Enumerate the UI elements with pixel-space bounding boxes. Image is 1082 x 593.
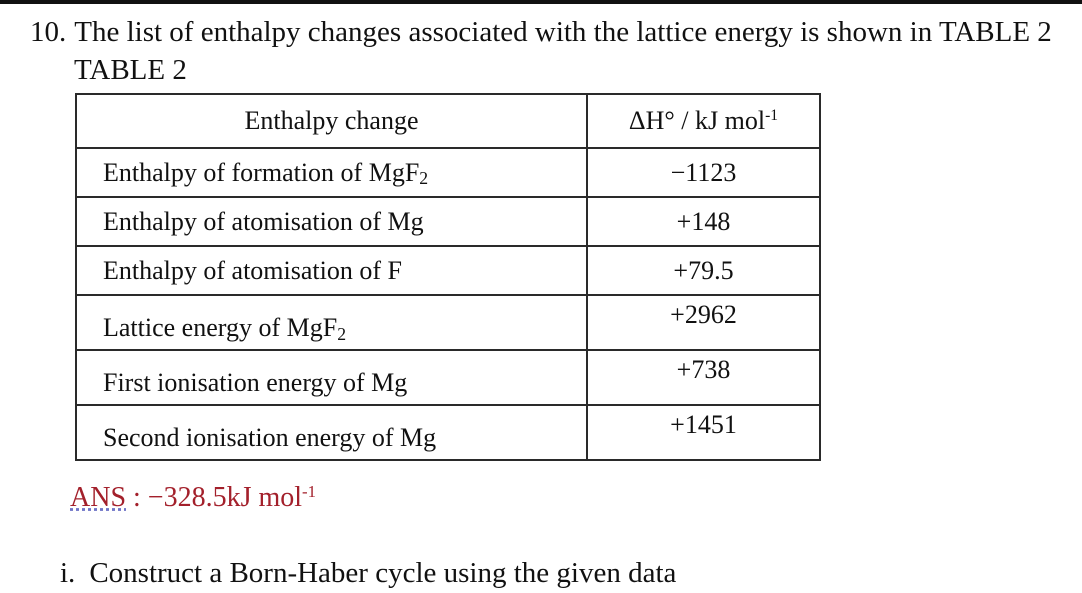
top-border-rule xyxy=(0,0,1082,4)
question-heading xyxy=(30,14,1052,50)
sub-question-number: i. xyxy=(60,557,76,589)
header-enthalpy-change: Enthalpy change xyxy=(76,94,587,148)
row-name-cell xyxy=(76,148,587,197)
question-text: The list of enthalpy changes associated with the lattice energy is shown in TABLE 2 xyxy=(74,16,1052,48)
table-row xyxy=(76,246,820,295)
row-name-cell xyxy=(76,405,587,460)
row-name-subscript: 2 xyxy=(419,168,429,189)
table-row xyxy=(76,350,820,405)
row-value: −1123 xyxy=(587,148,820,197)
enthalpy-table xyxy=(75,93,821,461)
answer-label: ANS xyxy=(70,482,127,513)
answer-sup: -1 xyxy=(302,481,317,501)
question-number: 10. xyxy=(30,16,67,48)
header-delta-h xyxy=(587,94,820,148)
answer-line xyxy=(70,482,316,514)
row-name: Enthalpy of formation of MgF xyxy=(103,157,420,187)
table-header-row xyxy=(76,94,820,148)
row-name: Lattice energy of MgF xyxy=(103,313,338,342)
header-delta-h-sup: -1 xyxy=(765,107,779,125)
row-name-cell xyxy=(76,197,587,246)
row-name: Second ionisation energy of Mg xyxy=(103,423,437,452)
row-name-cell xyxy=(76,246,587,295)
row-name: Enthalpy of atomisation of Mg xyxy=(103,206,424,236)
table-row xyxy=(76,197,820,246)
row-value: +148 xyxy=(587,197,820,246)
row-name: Enthalpy of atomisation of F xyxy=(103,255,402,285)
row-name-subscript: 2 xyxy=(337,323,347,344)
row-value: +738 xyxy=(587,350,820,405)
sub-question-text: Construct a Born-Haber cycle using the given data xyxy=(89,557,677,589)
row-name-cell xyxy=(76,350,587,405)
row-value: +1451 xyxy=(587,405,820,460)
header-delta-h-text: ΔH° / kJ mol xyxy=(628,106,766,135)
answer-separator: : xyxy=(126,482,148,513)
table-row xyxy=(76,405,820,460)
answer-value: −328.5kJ mol xyxy=(147,482,303,513)
table-row xyxy=(76,148,820,197)
sub-question xyxy=(60,557,676,590)
row-value: +2962 xyxy=(587,295,820,350)
table-row xyxy=(76,295,820,350)
table-caption: TABLE 2 xyxy=(74,54,187,86)
row-name-cell xyxy=(76,295,587,350)
row-name: First ionisation energy of Mg xyxy=(103,368,408,397)
row-value: +79.5 xyxy=(587,246,820,295)
